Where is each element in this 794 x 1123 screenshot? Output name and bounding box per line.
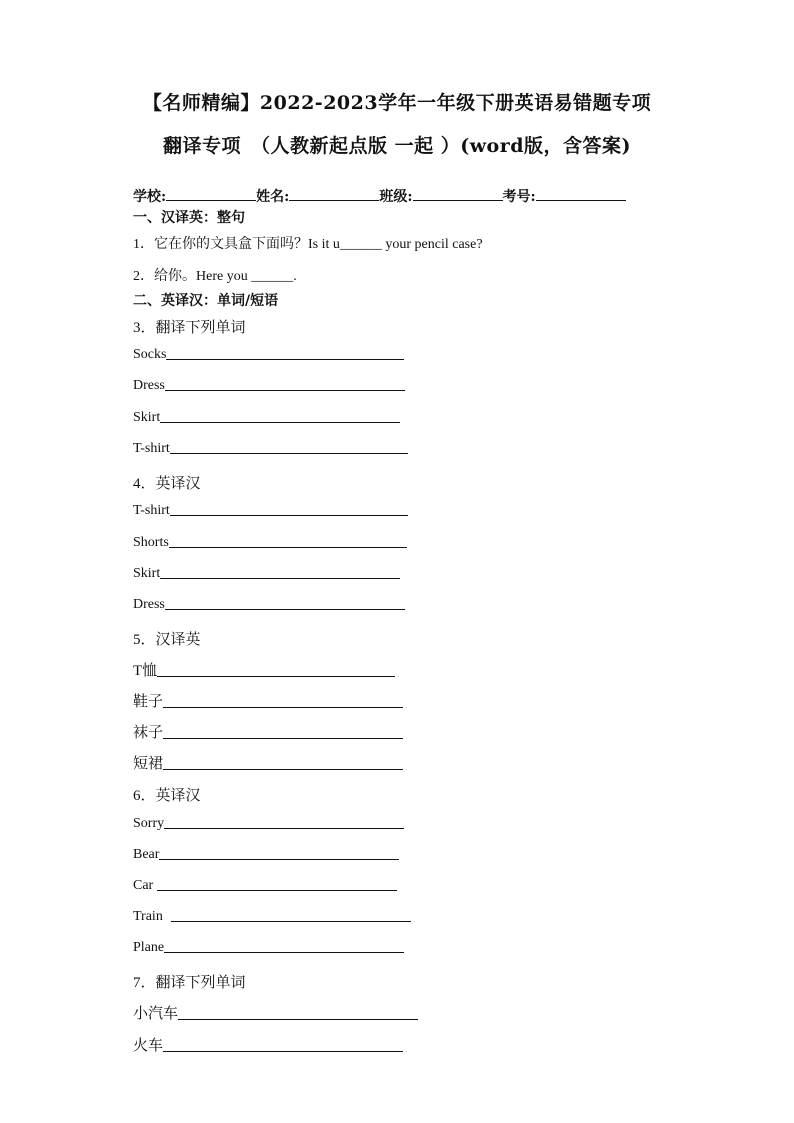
answer-blank[interactable]: [178, 1018, 418, 1020]
word-label: 小汽车: [133, 1006, 179, 1022]
word-label: Skirt: [133, 410, 161, 425]
answer-blank[interactable]: [157, 675, 395, 677]
exam-number-blank[interactable]: [536, 188, 626, 201]
answer-blank[interactable]: [160, 577, 400, 579]
answer-blank[interactable]: [169, 546, 407, 548]
word-label: Skirt: [133, 566, 161, 581]
answer-line: [133, 752, 403, 773]
word-label: T-shirt: [133, 503, 170, 518]
answer-line: [133, 659, 395, 680]
title-line-1: 【名师精编】2022-2023学年一年级下册英语易错题专项: [142, 92, 652, 114]
question-5: 5．汉译英: [133, 632, 201, 648]
question-4: 4．英译汉: [133, 476, 201, 492]
word-label: Shorts: [133, 535, 169, 550]
word-label: Dress: [133, 378, 165, 393]
answer-line: [133, 410, 400, 426]
name-blank[interactable]: [289, 188, 379, 201]
answer-line: [133, 535, 407, 551]
word-label: Car: [133, 878, 154, 893]
answer-line: [133, 940, 404, 956]
answer-blank[interactable]: [163, 706, 403, 708]
answer-line: [133, 816, 404, 832]
word-label: 鞋子: [133, 694, 164, 710]
answer-blank[interactable]: [163, 768, 403, 770]
exam-number-label: 考号:: [502, 189, 536, 205]
question-1: 1．它在你的文具盒下面吗？Is it u______ your pencil case?: [133, 237, 483, 252]
section-heading: 二、英译汉：单词/短语: [133, 293, 279, 309]
word-label: Dress: [133, 597, 165, 612]
word-label: Plane: [133, 940, 165, 955]
answer-line: [133, 503, 408, 519]
answer-line: [133, 721, 403, 742]
answer-line: [133, 1034, 403, 1055]
word-label: T恤: [133, 663, 158, 679]
answer-line: [133, 909, 411, 925]
title-line-2: 翻译专项 （人教新起点版 一起 ）(word版，含答案): [162, 135, 632, 157]
answer-blank[interactable]: [165, 608, 405, 610]
word-label: 火车: [133, 1038, 164, 1054]
answer-blank[interactable]: [164, 827, 404, 829]
word-label: 短裙: [133, 756, 164, 772]
question-3: 3．翻译下列单词: [133, 320, 246, 336]
answer-line: [133, 878, 397, 894]
answer-line: [133, 347, 404, 363]
word-label: Socks: [133, 347, 167, 362]
class-label: 班级:: [379, 189, 413, 205]
word-label: Bear: [133, 847, 160, 862]
word-label: T-shirt: [133, 441, 170, 456]
section-heading: 一、汉译英：整句: [133, 210, 245, 226]
question-6: 6．英译汉: [133, 788, 201, 804]
answer-blank[interactable]: [159, 858, 399, 860]
answer-blank[interactable]: [170, 514, 408, 516]
school-blank[interactable]: [166, 188, 256, 201]
answer-blank[interactable]: [166, 358, 404, 360]
answer-line: [133, 1002, 418, 1023]
answer-blank[interactable]: [165, 389, 405, 391]
word-label: Sorry: [133, 816, 165, 831]
answer-line: [133, 847, 399, 863]
question-7: 7．翻译下列单词: [133, 975, 246, 991]
answer-line: [133, 690, 403, 711]
answer-line: [133, 378, 405, 394]
word-label: 袜子: [133, 725, 164, 741]
answer-blank[interactable]: [163, 1050, 403, 1052]
answer-line: [133, 441, 408, 457]
name-label: 姓名:: [256, 189, 290, 205]
answer-line: [133, 566, 400, 582]
school-label: 学校:: [133, 189, 167, 205]
answer-blank[interactable]: [157, 889, 397, 891]
answer-blank[interactable]: [164, 951, 404, 953]
answer-blank[interactable]: [170, 452, 408, 454]
answer-line: [133, 597, 405, 613]
class-blank[interactable]: [413, 188, 503, 201]
answer-blank[interactable]: [171, 920, 411, 922]
question-2: 2．给你。Here you ______.: [133, 269, 297, 284]
answer-blank[interactable]: [163, 737, 403, 739]
answer-blank[interactable]: [160, 421, 400, 423]
student-info-row: [133, 186, 626, 206]
word-label: Train: [133, 909, 163, 924]
